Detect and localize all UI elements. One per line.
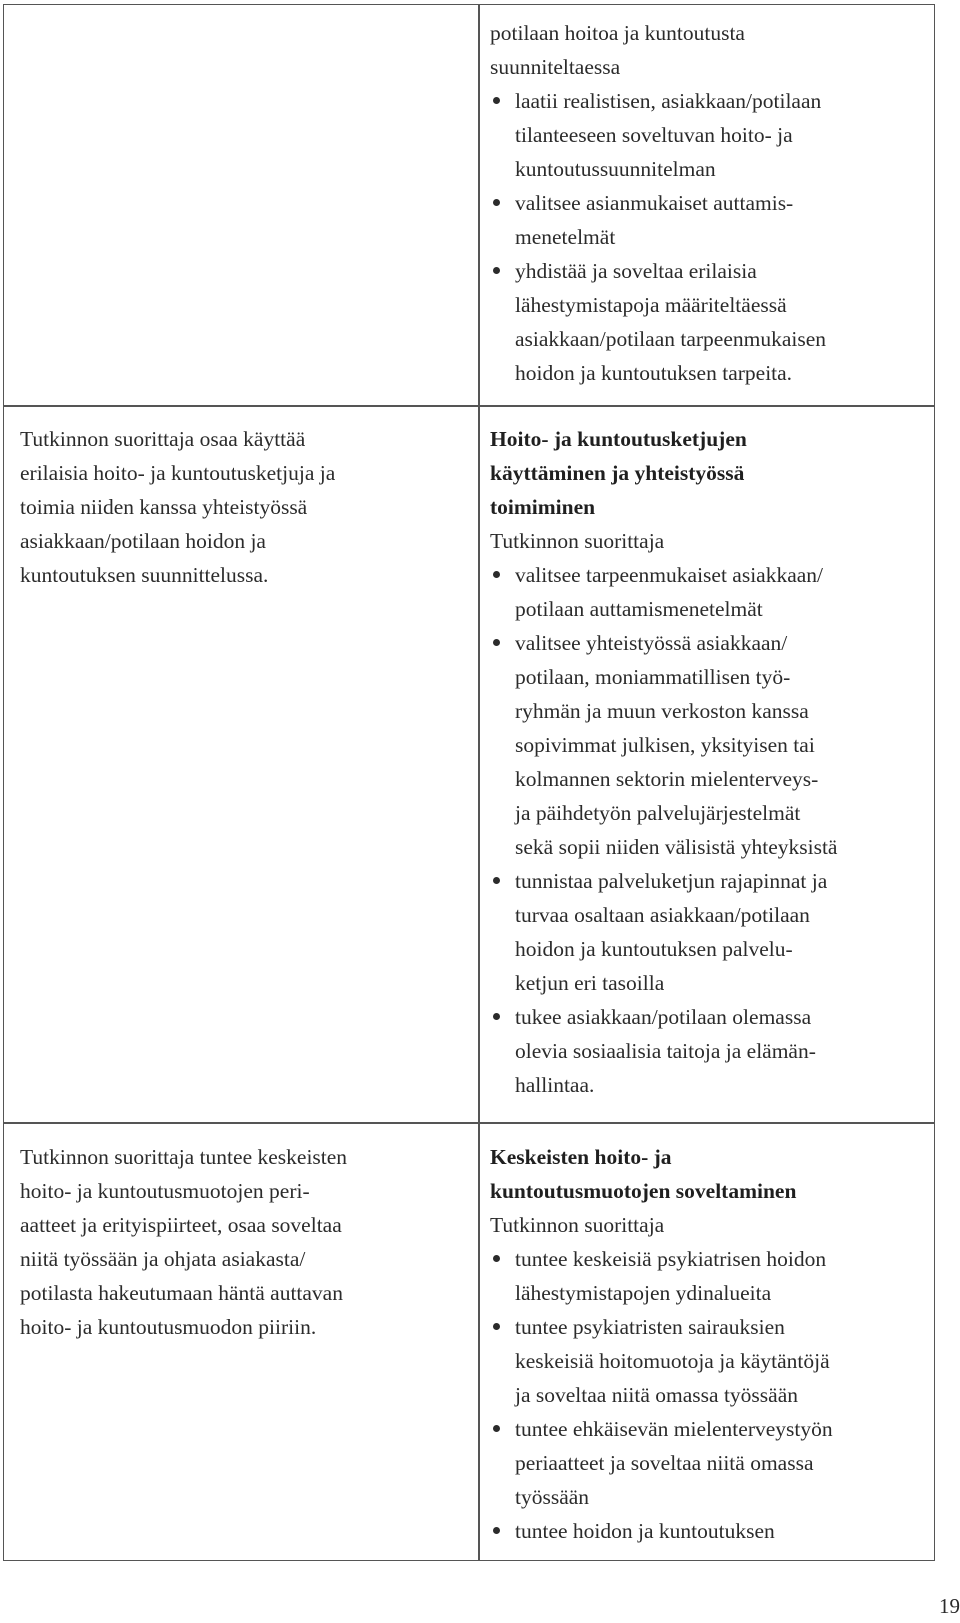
text-line: valitsee tarpeenmukaiset asiakkaan/: [515, 563, 824, 587]
page-number: 19: [939, 1594, 960, 1618]
intro-text: Tutkinnon suorittaja: [490, 1213, 665, 1237]
section-heading: Keskeisten hoito- ja: [490, 1145, 672, 1169]
text-line: työssään: [515, 1485, 590, 1509]
section-heading: Hoito- ja kuntoutusketjujen: [490, 427, 747, 451]
section-heading: toimiminen: [490, 495, 596, 519]
text-line: potilasta hakeutumaan häntä auttavan: [20, 1281, 343, 1305]
text-line: ketjun eri tasoilla: [515, 971, 665, 995]
text-line: hallintaa.: [515, 1073, 595, 1097]
text-line: hoidon ja kuntoutuksen tarpeita.: [515, 361, 793, 385]
text-line: potilaan auttamismenetelmät: [515, 597, 763, 621]
text-line: laatii realistisen, asiakkaan/potilaan: [515, 89, 822, 113]
text-line: asiakkaan/potilaan tarpeenmukaisen: [515, 327, 827, 351]
intro-text: Tutkinnon suorittaja: [490, 529, 665, 553]
row-divider: [4, 405, 934, 407]
text-line: lähestymistapojen ydinalueita: [515, 1281, 772, 1305]
text-line: Tutkinnon suorittaja tuntee keskeisten: [20, 1145, 348, 1169]
text-line: ja päihdetyön palvelujärjestelmät: [515, 801, 801, 825]
list-item: [490, 1310, 930, 1412]
row2-left-cell: [20, 422, 470, 592]
text-line: keskeisiä hoitomuotoja ja käytäntöjä: [515, 1349, 830, 1373]
text-line: tunnistaa palveluketjun rajapinnat ja: [515, 869, 828, 893]
column-divider: [478, 5, 480, 1560]
row2-right-cell: [490, 422, 930, 1102]
list-item: [490, 864, 930, 1000]
text-line: yhdistää ja soveltaa erilaisia: [515, 259, 757, 283]
text-line: hoito- ja kuntoutusmuodon piiriin.: [20, 1315, 317, 1339]
row-divider: [4, 1122, 934, 1124]
text-line: kolmannen sektorin mielenterveys-: [515, 767, 819, 791]
text-line: potilaan, moniammatillisen työ-: [515, 665, 791, 689]
text-line: menetelmät: [515, 225, 616, 249]
text-line: lähestymistapoja määriteltäessä: [515, 293, 787, 317]
text-line: Tutkinnon suorittaja osaa käyttää: [20, 427, 306, 451]
text-line: toimia niiden kanssa yhteistyössä: [20, 495, 308, 519]
bullet-list: [490, 558, 930, 1102]
text-line: kuntoutussuunnitelman: [515, 157, 716, 181]
text-line: tuntee ehkäisevän mielenterveystyön: [515, 1417, 833, 1441]
text-line: turvaa osaltaan asiakkaan/potilaan: [515, 903, 810, 927]
row3-right-cell: [490, 1140, 930, 1548]
text-line: olevia sosiaalisia taitoja ja elämän-: [515, 1039, 816, 1063]
text-line: valitsee asianmukaiset auttamis-: [515, 191, 794, 215]
list-item: [490, 1000, 930, 1102]
text-line: ryhmän ja muun verkoston kanssa: [515, 699, 809, 723]
list-item: [490, 84, 930, 186]
list-item: [490, 1242, 930, 1310]
list-item: [490, 558, 930, 626]
list-item: [490, 626, 930, 864]
text-line: niitä työssään ja ohjata asiakasta/: [20, 1247, 306, 1271]
text-line: asiakkaan/potilaan hoidon ja: [20, 529, 266, 553]
text-line: sopivimmat julkisen, yksityisen tai: [515, 733, 815, 757]
text-line: tuntee hoidon ja kuntoutuksen: [515, 1519, 775, 1543]
text-line: ja soveltaa niitä omassa työssään: [515, 1383, 799, 1407]
bullet-list: [490, 1242, 930, 1548]
list-item: [490, 186, 930, 254]
list-item: [490, 1514, 930, 1548]
text-line: hoidon ja kuntoutuksen palvelu-: [515, 937, 793, 961]
text-line: sekä sopii niiden välisistä yhteyksistä: [515, 835, 838, 859]
text-line: tuntee psykiatristen sairauksien: [515, 1315, 785, 1339]
text-line: erilaisia hoito- ja kuntoutusketjuja ja: [20, 461, 336, 485]
text-line: potilaan hoitoa ja kuntoutusta: [490, 21, 745, 45]
text-line: hoito- ja kuntoutusmuotojen peri-: [20, 1179, 310, 1203]
text-line: kuntoutuksen suunnittelussa.: [20, 563, 269, 587]
list-item: [490, 1412, 930, 1514]
section-heading: käyttäminen ja yhteistyössä: [490, 461, 745, 485]
text-line: tuntee keskeisiä psykiatrisen hoidon: [515, 1247, 827, 1271]
text-line: tukee asiakkaan/potilaan olemassa: [515, 1005, 812, 1029]
row1-right-cell: [490, 16, 930, 390]
text-line: periaatteet ja soveltaa niitä omassa: [515, 1451, 814, 1475]
list-item: [490, 254, 930, 390]
bullet-list: [490, 84, 930, 390]
text-line: aatteet ja erityispiirteet, osaa soveltaa: [20, 1213, 342, 1237]
text-line: suunniteltaessa: [490, 55, 621, 79]
text-line: valitsee yhteistyössä asiakkaan/: [515, 631, 788, 655]
text-line: tilanteeseen soveltuvan hoito- ja: [515, 123, 793, 147]
section-heading: kuntoutusmuotojen soveltaminen: [490, 1179, 797, 1203]
row3-left-cell: [20, 1140, 470, 1344]
